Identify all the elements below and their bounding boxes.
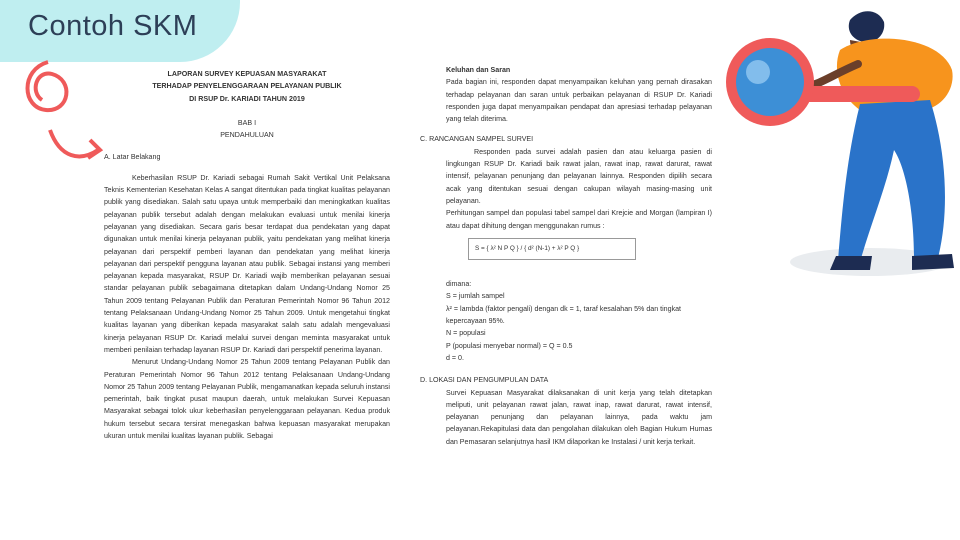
report-title-line-1: LAPORAN SURVEY KEPUASAN MASYARAKAT <box>167 70 327 78</box>
location-paragraph: Survei Kepuasan Masyarakat dilaksanakan di unit kerja yang telah ditetapkan meliputi, unit pelayanan rawat jalan, rawat inap, rawat darurat, rawat intensif, pelayanan penunjang dan pelayanan lainnya, pada waktu jam pelayanan.Rekapitulasi data dan pengolahan dilakukan oleh Bagian Hukum Humas dan Pemasaran selanjutnya hasil IKM dilaporkan ke Instalasi / unit kerja terkait. <box>446 388 712 446</box>
legend-line: N = populasi <box>446 329 486 338</box>
chapter-number: BAB I <box>237 118 257 127</box>
sample-paragraph-1: Responden pada survei adalah pasien dan atau keluarga pasien di lingkungan RSUP Dr. Kariadi baik rawat jalan, rawat inap, rawat darurat, rawat intensif, pelayanan penunjang dan pelayanan lainnya. Responden dipilih secara acak yang ditentukan sesuai dengan cakupan wilayah masing-masing unit pelayanan. <box>446 147 712 205</box>
magnifier-lens <box>736 48 804 116</box>
legend-heading: dimana: <box>446 280 472 289</box>
paragraph-background-2: Menurut Undang-Undang Nomor 25 Tahun 2009 tentang Pelayanan Publik dan Peraturan Pemerintah Nomor 96 Tahun 2012 tentang Pelaksanaan Undang-Undang Nomor 25 Tahun 2009 tentang Pelayanan Publik, mengamanatkan kepada seluruh instansi pemerintah, baik tingkat pusat maupun daerah, untuk melakukan Survei Kepuasan Masyarakat sebagai tolok ukur keberhasilan penyelenggaraan pelayanan. Kedua produk hukum tersebut secara tersirat menegaskan bahwa kepuasan masyarakat merupakan ukuran untuk menilai kualitas layanan publik. Sebagai <box>104 358 390 441</box>
complaint-text: Pada bagian ini, responden dapat menyampaikan keluhan yang pernah dirasakan terhadap pelayanan dan saran untuk perbaikan pelayanan di RSUP Dr. Kariadi responden juga dapat menyampaikan pendapat dan apresiasi terhadap pelayanan yang telah diterima. <box>446 78 712 124</box>
formula-legend <box>446 278 712 364</box>
person-magnifier-illustration <box>700 0 960 290</box>
shoe-left <box>830 256 872 270</box>
complaint-heading: Keluhan dan Saran <box>446 66 511 74</box>
sample-paragraph-2: Perhitungan sampel dan populasi tabel sampel dari Krejcie and Morgan (lampiran I) atau dapat dihitung dengan menggunakan rumus : <box>446 209 712 230</box>
report-title-line-2: TERHADAP PENYELENGGARAAN PELAYANAN PUBLIK <box>152 82 342 91</box>
legend-line: kepercayaan 95%. <box>446 317 505 326</box>
paragraph-background-1: Keberhasilan RSUP Dr. Kariadi sebagai Rumah Sakit Vertikal Unit Pelaksana Teknis Kementerian Kesehatan Kelas A sangat ditentukan pada tingkat kualitas pelayanan publik yang disediakan. Salah satu upaya untuk memperbaiki dan meningkatkan kualitas pelayanan publik tersebut adalah dengan melakukan evaluasi untuk menilai kinerja pelayanan yang disediakan. Secara garis besar terdapat dua pendekatan yang dapat digunakan untuk menilai kinerja pelayanan publik, yaitu pendekatan yang melihat kinerja pelayanan dari perspektif pemberi layanan dan pendekatan yang melihat kinerja pelayanan dari perspektif pengguna layanan atau publik. Sebagai instansi yang memberi pelayanan kepada masyarakat, RSUP Dr. Kariadi wajib memberikan pelayanan sesuai standar pelayanan publik sebagaimana ditetapkan dalam Undang-Undang Nomor 25 Tahun 2009 tentang Pelayanan Publik dan Peraturan Pemerintah Nomor 96 Tahun 2012 tentang Pelaksanaan Undang-Undang Nomor 25 Tahun 2009. Untuk mengetahui tingkat kualitas layanan yang diberikan kepada masyarakat salah satu adalah mengevaluasi kinerja pelayanan RSUP Dr. Kariadi melalui survei dengan meminta masyarakat untuk memberi penilaian terhadap layanan RSUP Dr. Kariadi dari perspektif penerima layanan. <box>104 173 390 354</box>
chapter-title: PENDAHULUAN <box>220 131 274 140</box>
document-page-right <box>420 64 712 448</box>
section-c-heading: C. RANCANGAN SAMPEL SURVEI <box>420 135 534 144</box>
hair-shape <box>849 11 884 42</box>
document-page-left <box>104 68 390 442</box>
swirl-arrow-decoration <box>0 0 110 170</box>
legend-line: d = 0. <box>446 353 464 362</box>
legend-line: S = jumlah sampel <box>446 292 505 301</box>
report-title-line-3: DI RSUP Dr. KARIADI TAHUN 2019 <box>189 94 305 103</box>
legend-line: λ² = lambda (faktor pengali) dengan dk = 1, taraf kesalahan 5% dan tingkat <box>446 304 682 313</box>
section-a-heading: A. Latar Belakang <box>104 153 161 162</box>
legend-line: P (populasi menyebar normal) = Q = 0.5 <box>446 341 573 350</box>
sample-formula-box: S = { λ² N P Q } / { d² (N-1) + λ² P Q } <box>468 238 636 260</box>
slide-title: Contoh SKM <box>28 10 198 42</box>
lens-glare <box>746 60 770 84</box>
magnifier-handle <box>800 86 920 102</box>
pants-shape <box>838 100 945 262</box>
section-d-heading: D. LOKASI DAN PENGUMPULAN DATA <box>420 376 549 385</box>
shoe-right <box>912 254 954 270</box>
